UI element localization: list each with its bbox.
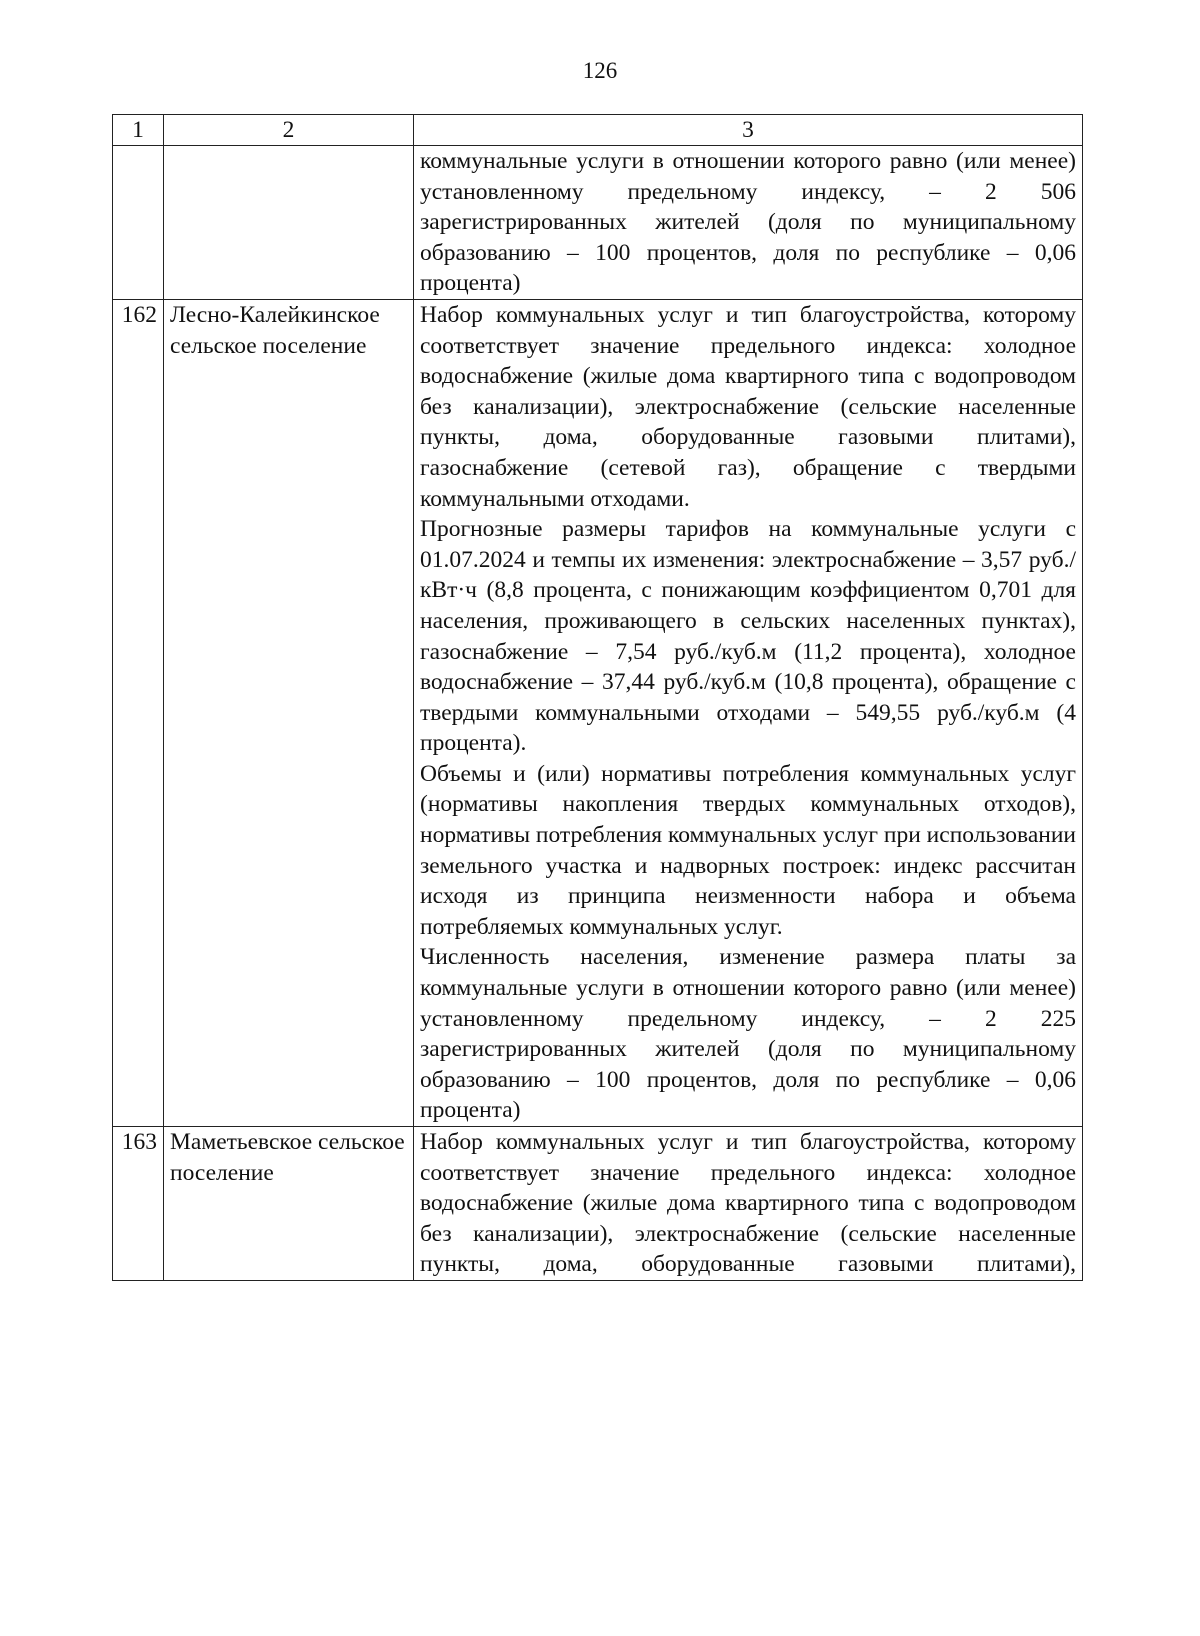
description-paragraph: Численность населения, изменение размера платы за коммунальные услуги в отношении которого равно (или менее) установленному предельному индексу, – 2 225 зарегистрированных жителей (доля по муниципальному образованию – 100 процентов, доля по республике – 0,06 процента)	[420, 944, 1076, 1124]
description-paragraph: коммунальные услуги в отношении которого равно (или менее) установленному предельному индексу, – 2 506 зарегистрированных жителей (доля по муниципальному образованию – 100 процентов, доля по республике – 0,06 процента)	[420, 148, 1076, 297]
settlement-name: Маметьевское сельское поселение	[164, 1127, 414, 1281]
page-number: 126	[582, 58, 618, 83]
description-paragraph: Набор коммунальных услуг и тип благоустройства, которому соответствует значение предельного индекса: холодное водоснабжение (жилые дома квартирного типа с водопроводом без канализации), электроснабжение (сельские населенные пункты, дома, оборудованные газовыми плитами), газоснабжение (сетевой газ), обращение с твердыми коммунальными отходами.	[420, 301, 1076, 512]
column-header-1: 1	[113, 115, 164, 146]
row-description	[414, 299, 1083, 1126]
column-header-2: 2	[164, 115, 414, 146]
column-header-3: 3	[414, 115, 1083, 146]
row-number	[113, 146, 164, 300]
description-paragraph: Прогнозные размеры тарифов на коммунальные услуги с 01.07.2024 и темпы их изменения: электроснабжение – 3,57 руб./кВт·ч (8,8 процента, с понижающим коэффициентом 0,701 для населения, проживающего в сельских населенных пунктах), газоснабжение – 7,54 руб./куб.м (11,2 процента), холодное водоснабжение – 37,44 руб./куб.м (10,8 процента), обращение с твердыми коммунальными отходами – 549,55 руб./куб.м (4 процента).	[420, 516, 1076, 757]
table-row	[113, 146, 1083, 300]
description-paragraph: Объемы и (или) нормативы потребления коммунальных услуг (нормативы накопления твердых коммунальных отходов), нормативы потребления коммунальных услуг при использовании земельного участка и надворных построек: индекс рассчитан исходя из принципа неизменности набора и объема потребляемых коммунальных услуг.	[420, 760, 1076, 940]
settlement-name: Лесно-Калейкинское сельское поселение	[164, 299, 414, 1126]
table-row	[113, 299, 1083, 1126]
settlement-name	[164, 146, 414, 300]
row-description	[414, 1127, 1083, 1281]
row-number: 163	[113, 1127, 164, 1281]
description-paragraph: Набор коммунальных услуг и тип благоустройства, которому соответствует значение предельного индекса: холодное водоснабжение (жилые дома квартирного типа с водопроводом без канализации), электроснабжение (сельские населенные пункты, дома, оборудованные газовыми плитами),	[420, 1129, 1076, 1278]
settlements-table	[112, 114, 1083, 1281]
row-description	[414, 146, 1083, 300]
table-row	[113, 1127, 1083, 1281]
table-header-row	[113, 115, 1083, 146]
row-number: 162	[113, 299, 164, 1126]
